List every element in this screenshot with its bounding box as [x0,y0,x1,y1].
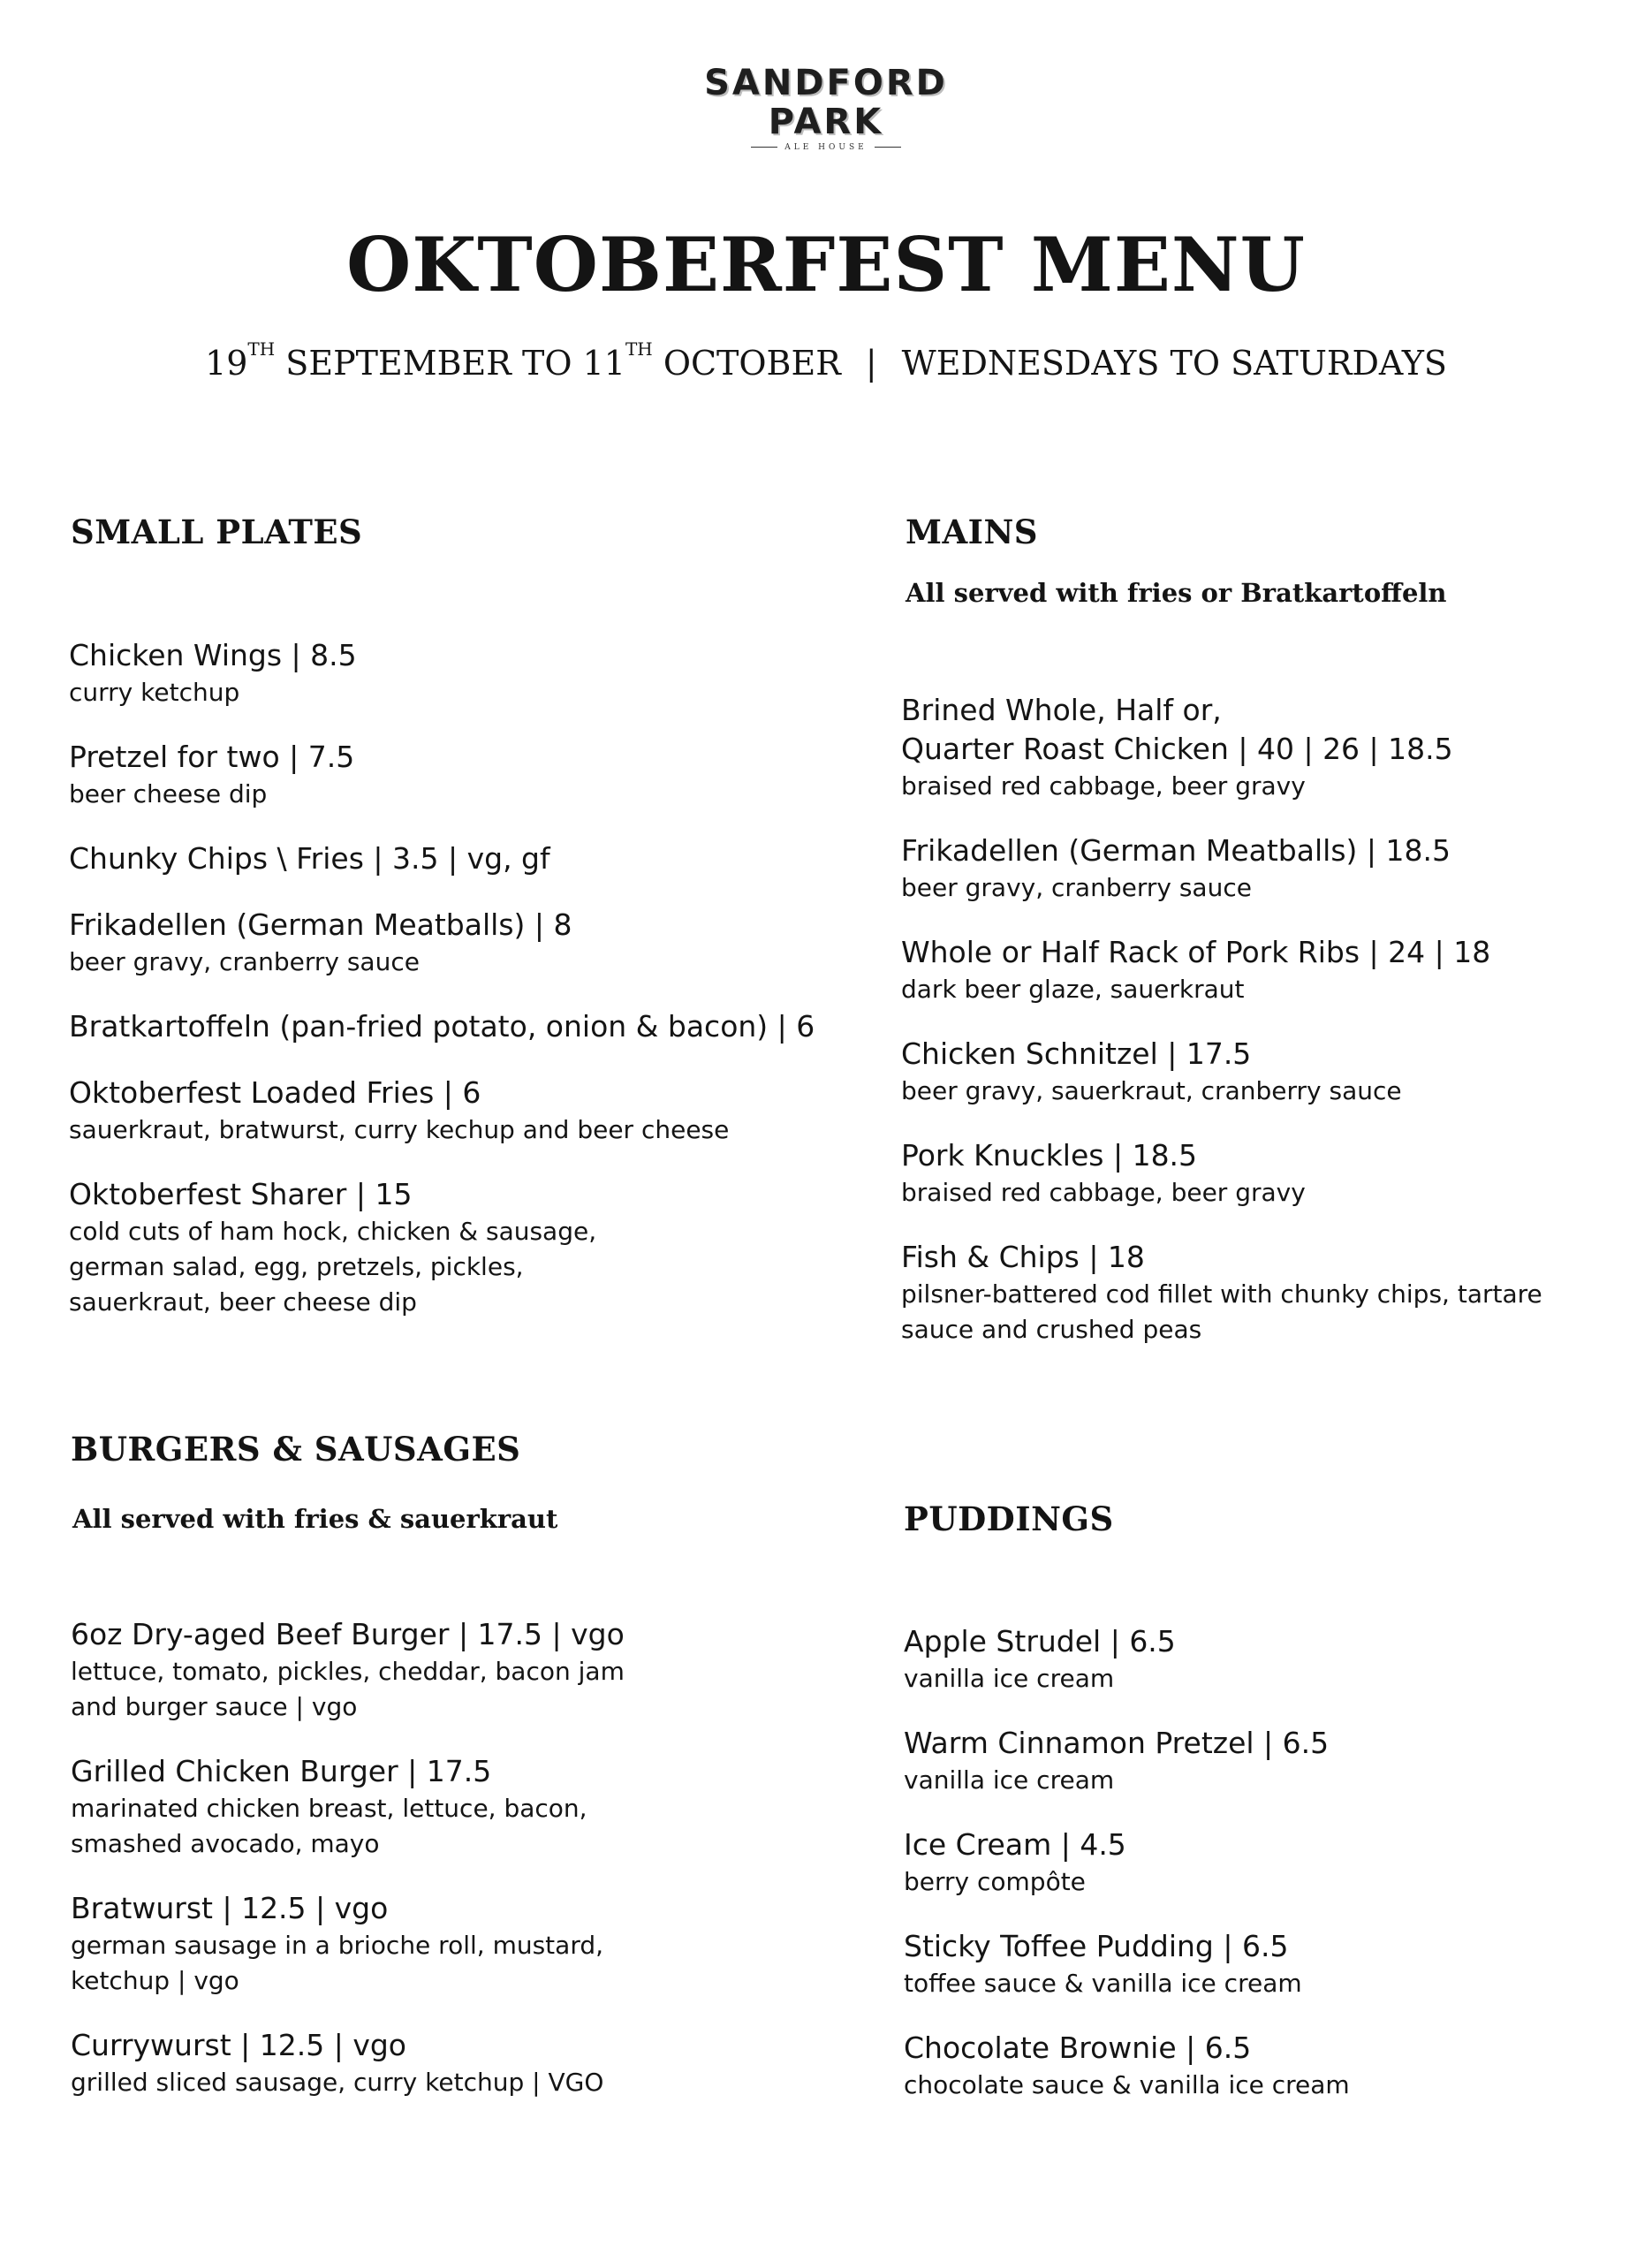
menu-item [901,1238,1542,1347]
item-title: Currywurst | 12.5 | vgo [71,2028,406,2062]
item-desc: marinated chicken breast, lettuce, bacon, [71,1794,587,1823]
item-title: Apple Strudel | 6.5 [904,1624,1176,1659]
logo-line-2: PARK [768,102,884,142]
item-desc: beer gravy, cranberry sauce [901,873,1252,902]
item-desc: german salad, egg, pretzels, pickles, [69,1252,524,1281]
puddings-heading: PUDDINGS [904,1499,1114,1538]
logo-sub-text: ALE HOUSE [784,143,868,152]
date-divider: | [865,344,877,383]
item-title: Oktoberfest Loaded Fries | 6 [69,1075,481,1110]
item-title-line-2: Quarter Roast Chicken | 40 | 26 | 18.5 [901,732,1453,766]
logo-dash-right [875,147,901,148]
item-title: Chicken Wings | 8.5 [69,638,357,672]
menu-item [69,906,815,980]
item-desc: smashed avocado, mayo [71,1829,380,1858]
burgers-note: All served with fries & sauerkraut [72,1504,558,1534]
mains-list [901,691,1542,1375]
menu-item [69,1074,815,1148]
item-desc: and burger sauce | vgo [71,1692,358,1721]
item-desc: cold cuts of ham hock, chicken & sausage, [69,1217,597,1246]
item-desc: beer gravy, cranberry sauce [69,947,420,976]
item-desc: grilled sliced sausage, curry ketchup | VGO [71,2068,604,2097]
menu-item [69,1007,815,1046]
item-desc: vanilla ice cream [904,1765,1115,1795]
start-day-suffix: TH [247,338,276,360]
small-plates-heading: SMALL PLATES [71,512,363,551]
service-days: WEDNESDAYS TO SATURDAYS [901,344,1447,383]
item-desc: german sausage in a brioche roll, mustard, [71,1931,604,1960]
item-title: Chocolate Brownie | 6.5 [904,2030,1252,2065]
end-day: 11 [582,344,625,383]
burgers-list [71,1615,625,2128]
item-desc: lettuce, tomato, pickles, cheddar, bacon jam [71,1657,625,1686]
menu-item [69,1175,815,1320]
item-title: 6oz Dry-aged Beef Burger | 17.5 | vgo [71,1617,625,1651]
mains-heading: MAINS [906,512,1039,551]
item-title: Sticky Toffee Pudding | 6.5 [904,1929,1289,1963]
item-desc: dark beer glaze, sauerkraut [901,975,1245,1004]
item-title: Oktoberfest Sharer | 15 [69,1177,413,1211]
item-desc: chocolate sauce & vanilla ice cream [904,2070,1350,2099]
item-title: Frikadellen (German Meatballs) | 8 [69,907,572,942]
item-desc: sauerkraut, beer cheese dip [69,1287,417,1317]
end-day-suffix: TH [625,338,653,360]
item-desc: vanilla ice cream [904,1664,1115,1693]
item-title: Bratkartoffeln (pan-fried potato, onion & bacon) | 6 [69,1009,815,1044]
menu-item [904,1724,1350,1798]
item-title: Frikadellen (German Meatballs) | 18.5 [901,833,1451,868]
menu-item [71,1615,625,1725]
item-title: Whole or Half Rack of Pork Ribs | 24 | 18 [901,935,1491,969]
menu-item [904,1927,1350,2001]
date-range [0,339,1652,387]
menu-item [71,1889,625,1999]
item-title: Pretzel for two | 7.5 [69,740,355,774]
item-desc: ketchup | vgo [71,1966,239,1995]
item-desc: beer gravy, sauerkraut, cranberry sauce [901,1076,1402,1105]
menu-item [904,1826,1350,1900]
menu-item [69,839,815,878]
item-desc: curry ketchup [69,678,240,707]
menu-item [901,933,1542,1007]
item-title: Warm Cinnamon Pretzel | 6.5 [904,1726,1330,1760]
menu-item [71,1752,625,1862]
item-title: Fish & Chips | 18 [901,1240,1145,1274]
mains-note: All served with fries or Bratkartoffeln [906,578,1447,608]
menu-item [901,1035,1542,1109]
puddings-list [904,1622,1350,2130]
item-desc: beer cheese dip [69,779,268,808]
brand-logo [0,64,1652,152]
item-desc: braised red cabbage, beer gravy [901,1178,1306,1207]
menu-item [69,636,815,710]
menu-item [901,1136,1542,1211]
menu-item [904,1622,1350,1696]
logo-dash-left [751,147,777,148]
item-desc: sauerkraut, bratwurst, curry kechup and beer cheese [69,1115,730,1144]
menu-item [71,2026,625,2100]
item-title: Pork Knuckles | 18.5 [901,1138,1198,1173]
item-desc: pilsner-battered cod fillet with chunky chips, tartare [901,1279,1542,1309]
item-desc: berry compôte [904,1867,1086,1896]
start-day: 19 [205,344,248,383]
menu-item [901,831,1542,906]
item-desc: toffee sauce & vanilla ice cream [904,1969,1302,1998]
item-title: Grilled Chicken Burger | 17.5 [71,1754,492,1788]
menu-item [901,691,1542,804]
item-title: Brined Whole, Half or, [901,693,1222,727]
end-month: OCTOBER [663,344,841,383]
logo-line-1: SANDFORD [704,63,948,103]
page-title: OKTOBERFEST MENU [346,221,1306,308]
item-title: Chicken Schnitzel | 17.5 [901,1036,1252,1071]
logo-subline [0,143,1652,152]
menu-item [904,2029,1350,2103]
item-title: Ice Cream | 4.5 [904,1827,1126,1862]
item-title: Chunky Chips \ Fries | 3.5 | vg, gf [69,841,550,876]
menu-item [69,738,815,812]
item-desc: braised red cabbage, beer gravy [901,771,1306,801]
burgers-heading: BURGERS & SAUSAGES [71,1430,521,1469]
item-desc: sauce and crushed peas [901,1315,1202,1344]
start-month: SEPTEMBER TO [285,344,572,383]
item-title: Bratwurst | 12.5 | vgo [71,1891,389,1925]
small-plates-list [69,636,815,1347]
